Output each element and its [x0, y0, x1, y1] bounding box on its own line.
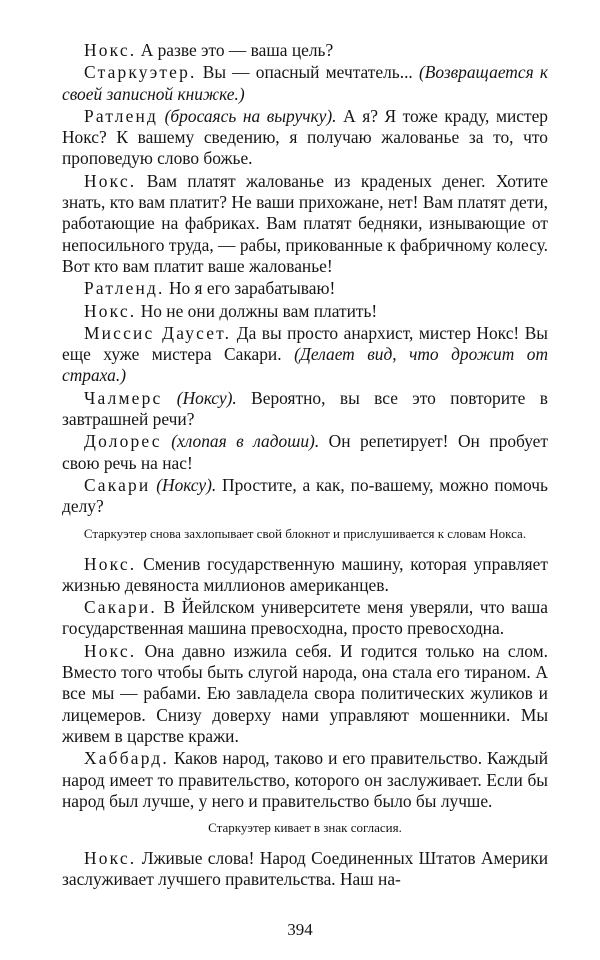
dialogue-block-2	[62, 554, 548, 813]
stage-remark: (Делает вид, что дрожит от страха.)	[62, 344, 549, 386]
dialogue-text	[158, 106, 165, 126]
dialogue-text: Вы — опасный мечтатель...	[196, 62, 419, 83]
dialogue-text: В Йейлском университете меня уверяли, что ваша государственная машина превосходна, просто превосходна.	[62, 597, 548, 639]
speaker-name: Старкуэтер.	[84, 62, 197, 83]
dialogue-paragraph	[62, 597, 548, 640]
dialogue-paragraph	[62, 62, 548, 105]
dialogue-text: Вероятно, вы все это повторите в завтрашней речи?	[62, 387, 548, 430]
speaker-name: Долорес	[84, 431, 162, 452]
dialogue-text	[162, 431, 172, 451]
stage-direction: Старкуэтер кивает в знак согласия.	[208, 820, 402, 836]
speaker-name: Чалмерс	[84, 387, 163, 408]
dialogue-text: Он репетирует! Он пробует свою речь на нас!	[62, 431, 548, 473]
stage-direction: Старкуэтер снова захлопывает свой блокнот и прислушивается к словам Нокса.	[83, 525, 527, 541]
dialogue-text	[162, 388, 176, 408]
speaker-name: Сакари.	[84, 597, 157, 618]
speaker-name: Нокс.	[84, 170, 137, 191]
stage-remark: (хлопая в ладоши).	[171, 431, 320, 452]
dialogue-paragraph	[62, 40, 548, 61]
speaker-name: Нокс.	[84, 553, 137, 574]
dialogue-paragraph	[62, 301, 548, 322]
dialogue-text: Она давно изжила себя. И годится только на слом. Вместо того чтобы быть слугой народа, она стала его тираном. А все мы — рабами. Ею завладела свора политических жуликов и лицемеров. Снизу доверху нами управляют мошенники. Мы живем в царстве кражи.	[62, 640, 548, 746]
stage-remark: (Ноксу).	[176, 387, 237, 408]
stage-remark: (бросаясь на выручку).	[164, 105, 337, 126]
dialogue-text: Но не они должны вам платить!	[136, 300, 378, 321]
stage-remark: (Возвращается к своей записной книжке.)	[62, 62, 548, 104]
speaker-name: Нокс.	[84, 40, 137, 60]
dialogue-paragraph	[62, 431, 548, 474]
dialogue-paragraph	[62, 106, 548, 170]
dialogue-text: Каков народ, таково и его правительство. Каждый народ имеет то правительство, которого он заслуживает. Если бы народ был лучше, у него и правительство было бы лучше.	[62, 748, 548, 811]
dialogue-text: Лживые слова! Народ Соединенных Штатов Америки заслуживает лучшего правительства. Наш на-	[62, 848, 548, 890]
dialogue-text: Да вы просто анархист, мистер Нокс! Вы еще хуже мистера Сакари.	[62, 322, 548, 365]
page-body	[62, 40, 548, 892]
dialogue-text: Но я его зарабатываю!	[164, 278, 336, 299]
speaker-name: Нокс.	[84, 300, 137, 321]
speaker-name: Миссис Даусет.	[84, 322, 232, 343]
speaker-name: Ратленд	[84, 105, 159, 126]
speaker-name: Хаббард.	[84, 748, 169, 769]
speaker-name: Ратленд.	[84, 278, 165, 299]
dialogue-paragraph	[62, 848, 548, 891]
dialogue-paragraph	[62, 748, 548, 812]
speaker-name: Сакари	[84, 474, 151, 495]
speaker-name: Нокс.	[84, 848, 137, 869]
dialogue-text: Сменив государственную машину, которая управляет жизнью девяноста миллионов американцев.	[62, 553, 548, 595]
dialogue-paragraph	[62, 278, 548, 299]
stage-remark: (Ноксу).	[156, 474, 217, 495]
dialogue-block-1	[62, 40, 548, 518]
speaker-name: Нокс.	[84, 640, 137, 661]
dialogue-paragraph	[62, 323, 548, 387]
dialogue-paragraph	[62, 475, 548, 518]
dialogue-paragraph	[62, 171, 548, 277]
dialogue-paragraph	[62, 641, 548, 747]
dialogue-text: А разве это — ваша цель?	[136, 40, 334, 60]
dialogue-text: А я? Я тоже краду, мистер Нокс? К вашему сведению, я получаю жалованье за то, что проповедую слово божье.	[62, 105, 548, 169]
dialogue-paragraph	[62, 554, 548, 597]
dialogue-text: Простите, а как, по-вашему, можно помочь делу?	[62, 474, 548, 517]
dialogue-text: Вам платят жалованье из краденых денег. Хотите знать, кто вам платит? Не ваши прихожане, нет! Вам платят дети, работающие на фабриках. Вам платят бедняки, изнывающие от непосильного труда, — рабы, прикованные к фабричному колесу. Вот кто вам платит ваше жалованье!	[62, 170, 548, 276]
dialogue-block-3	[62, 848, 548, 891]
page-number: 394	[287, 920, 313, 939]
dialogue-paragraph	[62, 388, 548, 431]
